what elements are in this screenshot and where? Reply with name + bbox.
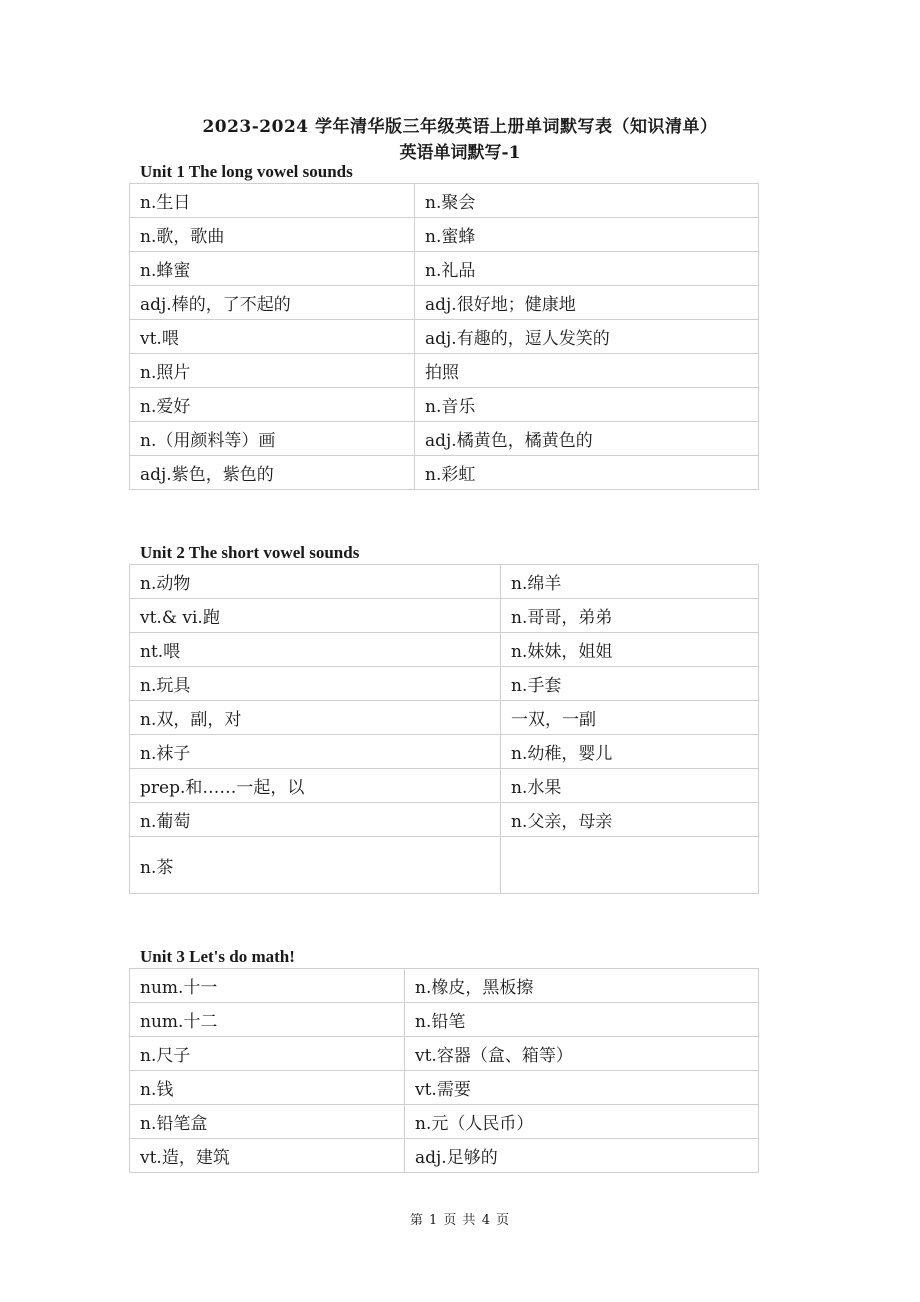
table-cell: n.钱 [130, 1071, 405, 1105]
table-cell: adj.橘黄色，橘黄色的 [415, 422, 759, 456]
table-cell: n.蜂蜜 [130, 252, 415, 286]
table-cell: adj.有趣的，逗人发笑的 [415, 320, 759, 354]
table-cell: nt.喂 [130, 633, 501, 667]
table-row [130, 456, 759, 490]
table-row [130, 1003, 759, 1037]
table-cell: n.双，副，对 [130, 701, 501, 735]
table-cell: n.铅笔 [405, 1003, 759, 1037]
table-cell: vt.需要 [405, 1071, 759, 1105]
table-row [130, 837, 759, 894]
table-row [130, 1105, 759, 1139]
table-cell: vt.& vi.跑 [130, 599, 501, 633]
table-cell: num.十二 [130, 1003, 405, 1037]
table-cell: adj.很好地；健康地 [415, 286, 759, 320]
table-cell: n.彩虹 [415, 456, 759, 490]
table-row [130, 769, 759, 803]
table-row [130, 184, 759, 218]
table-cell: vt.造，建筑 [130, 1139, 405, 1173]
table-cell: n.袜子 [130, 735, 501, 769]
table-cell: n.绵羊 [501, 565, 759, 599]
table-cell: n.元（人民币） [405, 1105, 759, 1139]
unit-1-table [129, 183, 759, 490]
table-cell: prep.和……一起，以 [130, 769, 501, 803]
table-row [130, 388, 759, 422]
table-row [130, 218, 759, 252]
table-row [130, 1071, 759, 1105]
page-footer: 第 1 页 共 4 页 [409, 1213, 511, 1228]
unit-3-table [129, 968, 759, 1173]
table-cell: n.照片 [130, 354, 415, 388]
table-cell: n.橡皮，黑板擦 [405, 969, 759, 1003]
table-row [130, 667, 759, 701]
table-row [130, 803, 759, 837]
table-row [130, 252, 759, 286]
table-row [130, 1037, 759, 1071]
table-row [130, 633, 759, 667]
table-row [130, 422, 759, 456]
document-subtitle: 英语单词默写-1 [399, 143, 521, 163]
table-cell: 拍照 [415, 354, 759, 388]
table-cell: n.铅笔盒 [130, 1105, 405, 1139]
unit-1-heading: Unit 1 The long vowel sounds [140, 162, 353, 181]
table-row [130, 969, 759, 1003]
table-cell: vt.容器（盒、箱等） [405, 1037, 759, 1071]
table-cell: n.生日 [130, 184, 415, 218]
table-cell: 一双，一副 [501, 701, 759, 735]
table-cell: adj.紫色，紫色的 [130, 456, 415, 490]
table-cell: adj.足够的 [405, 1139, 759, 1173]
table-cell: num.十一 [130, 969, 405, 1003]
table-cell: n.玩具 [130, 667, 501, 701]
table-cell: n.父亲，母亲 [501, 803, 759, 837]
table-cell: n.音乐 [415, 388, 759, 422]
table-cell: n.哥哥，弟弟 [501, 599, 759, 633]
table-row [130, 599, 759, 633]
table-cell: n.水果 [501, 769, 759, 803]
unit-3-heading: Unit 3 Let's do math! [140, 947, 295, 966]
table-cell: n.幼稚，婴儿 [501, 735, 759, 769]
table-cell: n.聚会 [415, 184, 759, 218]
table-cell: n.蜜蜂 [415, 218, 759, 252]
table-row [130, 354, 759, 388]
unit-2-heading: Unit 2 The short vowel sounds [140, 543, 360, 562]
table-cell: adj.棒的，了不起的 [130, 286, 415, 320]
table-row [130, 1139, 759, 1173]
table-row [130, 320, 759, 354]
table-cell [501, 837, 759, 894]
document-title: 2023-2024 学年清华版三年级英语上册单词默写表（知识清单） [202, 117, 718, 137]
table-cell: n.葡萄 [130, 803, 501, 837]
table-row [130, 701, 759, 735]
table-cell: n.爱好 [130, 388, 415, 422]
table-cell: vt.喂 [130, 320, 415, 354]
table-cell: n.茶 [130, 837, 501, 894]
table-cell: n.歌，歌曲 [130, 218, 415, 252]
table-cell: n.尺子 [130, 1037, 405, 1071]
unit-2-table [129, 564, 759, 894]
table-cell: n.动物 [130, 565, 501, 599]
table-cell: n.礼品 [415, 252, 759, 286]
table-cell: n.（用颜料等）画 [130, 422, 415, 456]
table-cell: n.妹妹，姐姐 [501, 633, 759, 667]
table-row [130, 565, 759, 599]
table-row [130, 735, 759, 769]
table-cell: n.手套 [501, 667, 759, 701]
table-row [130, 286, 759, 320]
